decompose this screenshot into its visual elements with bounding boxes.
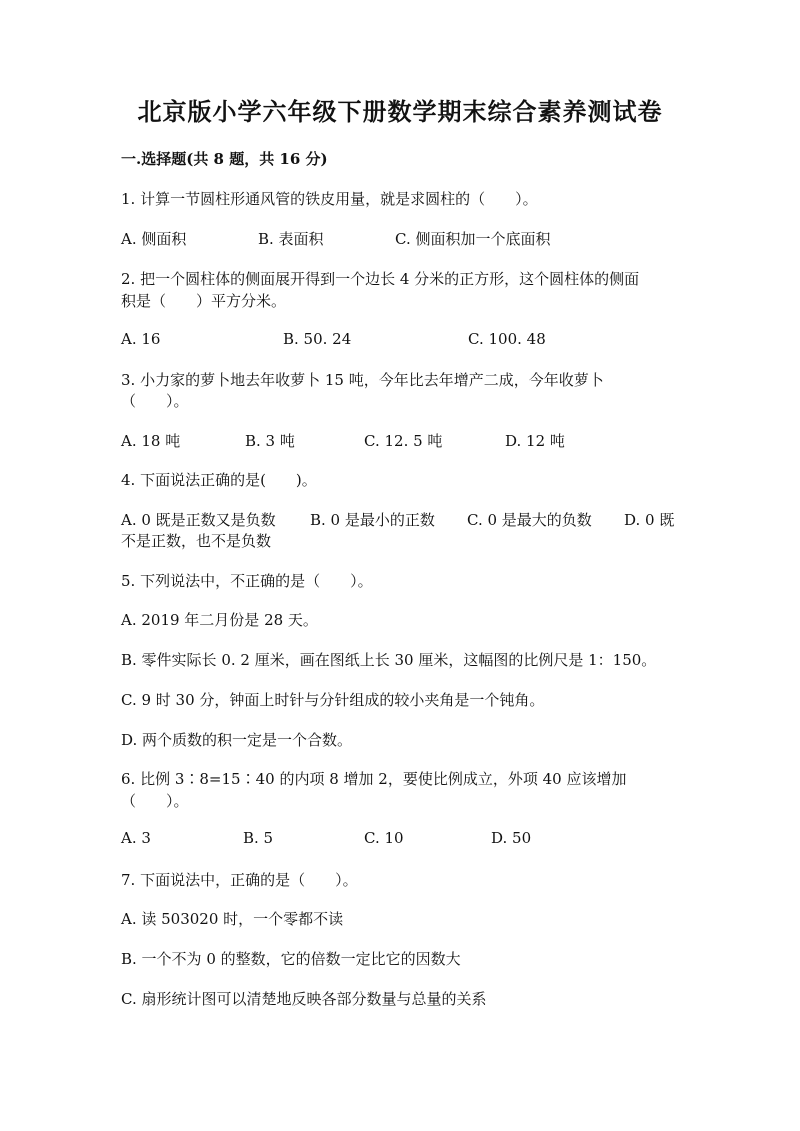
q1-stem: 1. 计算一节圆柱形通风管的铁皮用量，就是求圆柱的（ ）。 (121, 190, 538, 208)
q7-option-b: B. 一个不为 0 的整数，它的倍数一定比它的因数大 (121, 950, 461, 968)
section-heading: 一.选择题(共 8 题，共 16 分) (121, 150, 328, 168)
q1-option-c: C. 侧面积加一个底面积 (395, 230, 551, 248)
q6-option-d: D. 50 (491, 829, 532, 847)
q2-option-b: B. 50. 24 (283, 330, 352, 348)
q5-option-b: B. 零件实际长 0. 2 厘米，画在图纸上长 30 厘米，这幅图的比例尺是 1：150。 (121, 651, 657, 669)
q7-stem: 7. 下面说法中，正确的是（ ）。 (121, 871, 358, 889)
q6-option-a: A. 3 (121, 829, 151, 847)
q2-option-a: A. 16 (121, 330, 161, 348)
q4-option-a: A. 0 既是正数又是负数 (121, 511, 276, 529)
q3-stem-line-1: 3. 小力家的萝卜地去年收萝卜 15 吨，今年比去年增产二成，今年收萝卜 (121, 371, 604, 389)
q2-option-c: C. 100. 48 (468, 330, 546, 348)
q3-option-b: B. 3 吨 (245, 432, 295, 450)
q3-stem-line-2: （ ）。 (121, 392, 189, 410)
q6-stem-line-1: 6. 比例 3∶8=15∶40 的内项 8 增加 2，要使比例成立，外项 40 应该增加 (121, 770, 627, 788)
q4-stem: 4. 下面说法正确的是( )。 (121, 471, 317, 489)
q2-stem-line-2: 积是（ ）平方分米。 (121, 292, 287, 310)
q5-option-d: D. 两个质数的积一定是一个合数。 (121, 731, 353, 749)
q7-option-a: A. 读 503020 时，一个零都不读 (121, 910, 344, 928)
exam-title: 北京版小学六年级下册数学期末综合素养测试卷 (137, 97, 663, 126)
q3-option-c: C. 12. 5 吨 (364, 432, 443, 450)
q3-option-a: A. 18 吨 (121, 432, 181, 450)
q1-option-a: A. 侧面积 (121, 230, 187, 248)
q4-option-d: D. 0 既 (624, 511, 675, 529)
q5-option-a: A. 2019 年二月份是 28 天。 (121, 611, 318, 629)
q4-option-d-continuation: 不是正数，也不是负数 (121, 532, 272, 550)
q1-option-b: B. 表面积 (258, 230, 324, 248)
q6-stem-line-2: （ ）。 (121, 792, 189, 810)
q6-option-b: B. 5 (243, 829, 274, 847)
q4-option-b: B. 0 是最小的正数 (310, 511, 435, 529)
q4-option-c: C. 0 是最大的负数 (467, 511, 592, 529)
q2-stem-line-1: 2. 把一个圆柱体的侧面展开得到一个边长 4 分米的正方形，这个圆柱体的侧面 (121, 270, 640, 288)
q3-option-d: D. 12 吨 (505, 432, 565, 450)
q5-stem: 5. 下列说法中，不正确的是（ ）。 (121, 572, 373, 590)
q5-option-c: C. 9 时 30 分，钟面上时针与分针组成的较小夹角是一个钝角。 (121, 691, 545, 709)
q6-option-c: C. 10 (364, 829, 404, 847)
q7-option-c: C. 扇形统计图可以清楚地反映各部分数量与总量的关系 (121, 990, 487, 1008)
